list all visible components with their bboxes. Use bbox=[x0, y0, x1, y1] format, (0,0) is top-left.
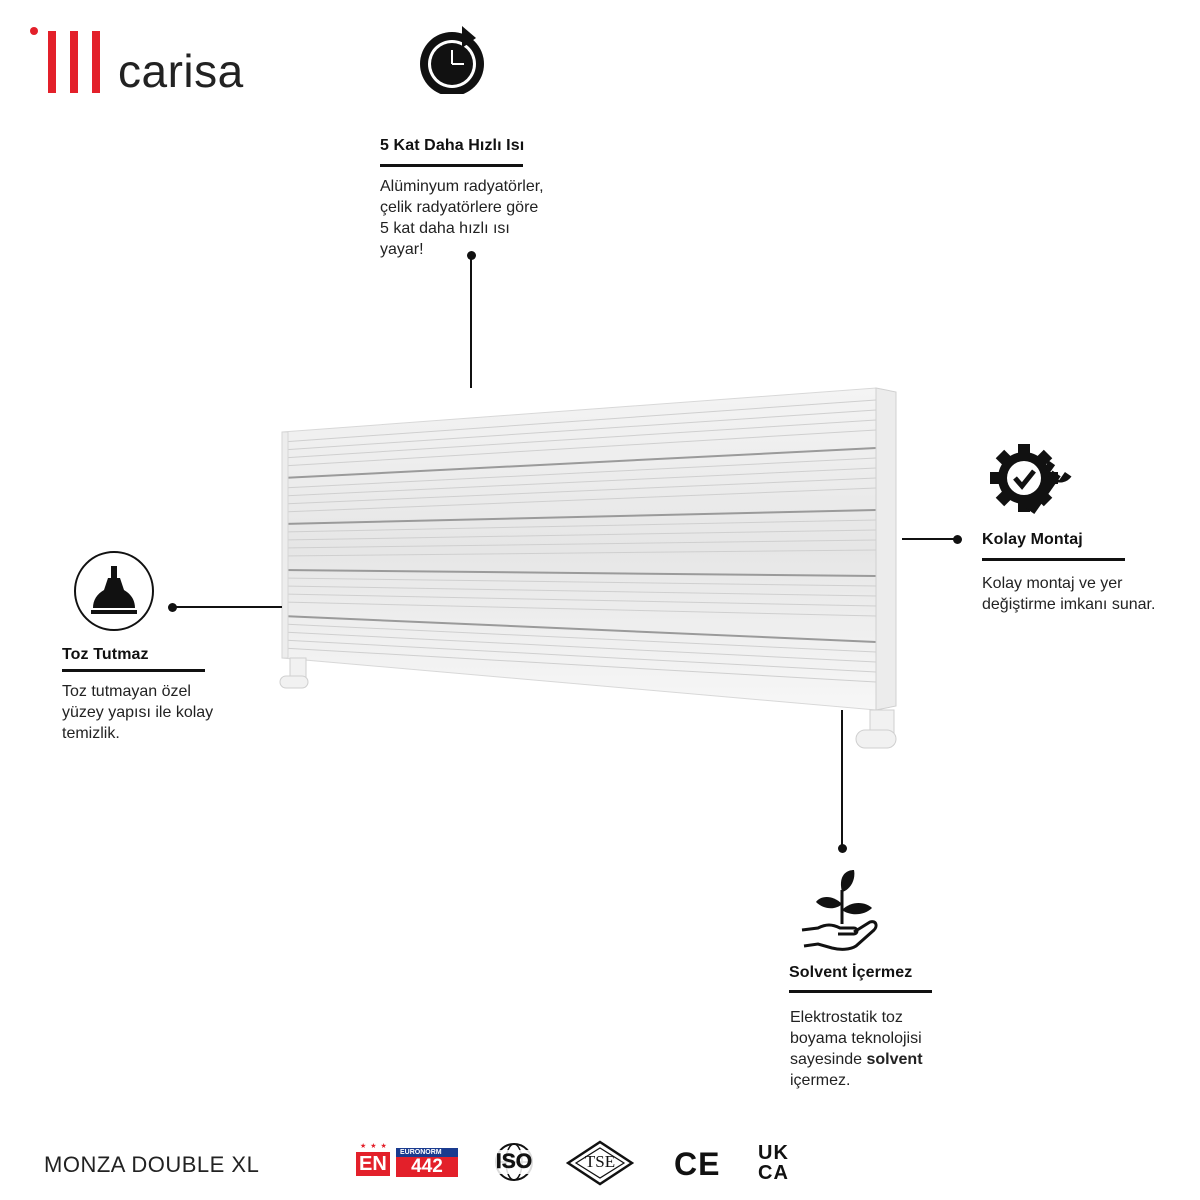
dust-free-desc-line: temizlik. bbox=[62, 725, 120, 742]
broom-icon bbox=[73, 550, 155, 632]
brand-name: carisa bbox=[118, 45, 244, 97]
solvent-free-description bbox=[790, 1007, 923, 1091]
fast-heat-description bbox=[380, 176, 544, 260]
fast-heat-desc-line: Alüminyum radyatörler, bbox=[380, 178, 544, 195]
solvent-free-desc-line: boyama teknolojisi bbox=[790, 1030, 922, 1047]
radiator-illustration bbox=[270, 380, 910, 760]
solvent-free-feature-icon bbox=[798, 866, 880, 954]
dust-free-desc-line: Toz tutmayan özel bbox=[62, 683, 191, 700]
dust-free-underline bbox=[62, 669, 205, 672]
en442-stars: ★ ★ ★ bbox=[360, 1143, 388, 1150]
tse-label: TSE bbox=[584, 1152, 616, 1171]
fast-heat-underline bbox=[380, 164, 523, 167]
radiator-image bbox=[270, 380, 910, 760]
ce-badge: CE bbox=[674, 1146, 721, 1182]
solvent-free-desc-prefix: sayesinde bbox=[790, 1051, 867, 1068]
easy-install-desc-line: değiştirme imkanı sunar. bbox=[982, 596, 1156, 613]
solvent-free-pointer-dot bbox=[838, 844, 847, 853]
easy-install-underline bbox=[982, 558, 1125, 561]
dust-free-feature-icon bbox=[73, 550, 155, 632]
solvent-free-desc-line: içermez. bbox=[790, 1072, 851, 1089]
easy-install-pointer-dot bbox=[953, 535, 962, 544]
easy-install-feature-icon bbox=[990, 438, 1086, 520]
fast-heat-desc-line: 5 kat daha hızlı ısı bbox=[380, 220, 510, 237]
en442-euronorm-label: EURONORM bbox=[396, 1148, 458, 1157]
fast-heat-desc-line: çelik radyatörlere göre bbox=[380, 199, 539, 216]
ukca-badge bbox=[758, 1143, 800, 1187]
en442-number: 442 bbox=[396, 1157, 458, 1177]
product-name: MONZA DOUBLE XL bbox=[44, 1152, 260, 1177]
dust-free-title: Toz Tutmaz bbox=[62, 646, 149, 663]
ukca-line1: UK bbox=[758, 1142, 789, 1164]
solvent-free-pointer-line bbox=[841, 710, 843, 846]
clock-refresh-icon bbox=[410, 26, 494, 94]
ukca-line2: CA bbox=[758, 1162, 789, 1184]
fast-heat-feature-icon bbox=[410, 26, 494, 94]
iso-badge bbox=[488, 1142, 540, 1182]
gear-wrench-icon bbox=[990, 438, 1086, 520]
fast-heat-title: 5 Kat Daha Hızlı Isı bbox=[380, 137, 525, 154]
easy-install-pointer-line bbox=[902, 538, 956, 540]
dust-free-pointer-line bbox=[172, 606, 282, 608]
solvent-free-underline bbox=[789, 990, 932, 993]
en442-badge bbox=[356, 1142, 460, 1182]
solvent-free-desc-line: Elektrostatik toz bbox=[790, 1009, 903, 1026]
iso-label: ISO bbox=[490, 1150, 538, 1174]
solvent-free-desc-line bbox=[790, 1049, 923, 1070]
dust-free-description bbox=[62, 681, 213, 744]
en442-en-label: EN bbox=[356, 1152, 390, 1176]
solvent-free-desc-bold: solvent bbox=[866, 1051, 923, 1068]
easy-install-desc-line: Kolay montaj ve yer bbox=[982, 575, 1123, 592]
brand-mark-icon bbox=[28, 26, 104, 96]
fast-heat-desc-line: yayar! bbox=[380, 241, 424, 258]
brand-logo bbox=[28, 26, 278, 96]
hand-plant-icon bbox=[798, 866, 880, 954]
fast-heat-pointer-line bbox=[470, 255, 472, 388]
dust-free-desc-line: yüzey yapısı ile kolay bbox=[62, 704, 214, 721]
tse-badge bbox=[566, 1140, 634, 1186]
easy-install-description bbox=[982, 573, 1155, 615]
easy-install-title: Kolay Montaj bbox=[982, 531, 1083, 548]
solvent-free-title: Solvent İçermez bbox=[789, 964, 913, 981]
